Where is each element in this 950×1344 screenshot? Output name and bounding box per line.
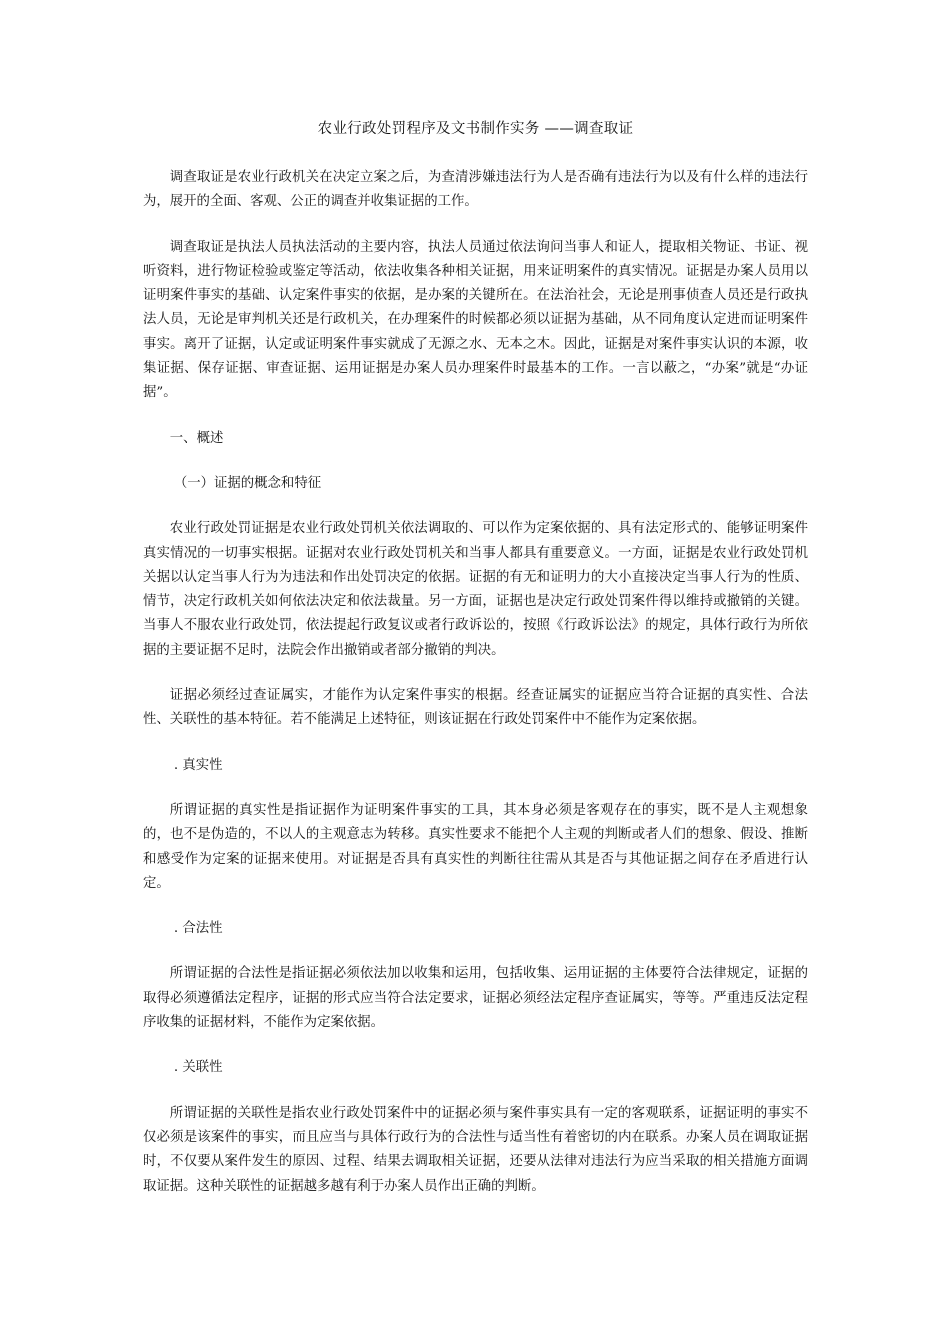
document-title: 农业行政处罚程序及文书制作实务 ——调查取证 [317,121,634,137]
paragraph-legality: 所谓证据的合法性是指证据必须依法加以收集和运用，包括收集、运用证据的主体要符合法律规定，证据的取得必须遵循法定程序，证据的形式应当符合法定要求，证据必须经法定程序查证属实，等等。严重违反法定程序收集的证据材料，不能作为定案依据。 [143,966,808,1031]
paragraph-intro: 调查取证是农业行政机关在决定立案之后，为查清涉嫌违法行为人是否确有违法行为以及有什么样的违法行为，展开的全面、客观、公正的调查并收集证据的工作。 [143,170,808,210]
paragraph-evidence-definition: 农业行政处罚证据是农业行政处罚机关依法调取的、可以作为定案依据的、具有法定形式的、能够证明案件真实情况的一切事实根据。证据对农业行政处罚机关和当事人都具有重要意义。一方面，证据是农业行政处罚机关据以认定当事人行为为违法和作出处罚决定的依据。证据的有无和证明力的大小直接决定当事人行为的性质、情节，决定行政机关如何依法决定和依法裁量。另一方面，证据也是决定行政处罚案件得以维持或撤销的关键。当事人不服农业行政处罚，依法提起行政复议或者行政诉讼的，按照《行政诉讼法》的规定，具体行政行为所依据的主要证据不足时，法院会作出撤销或者部分撤销的判决。 [143,521,808,658]
paragraph-relevance: 所谓证据的关联性是指农业行政处罚案件中的证据必须与案件事实具有一定的客观联系，证据证明的事实不仅必须是该案件的事实，而且应当与具体行政行为的合法性与适当性有着密切的内在联系。办案人员在调取证据时，不仅要从案件发生的原因、过程、结果去调取相关证据，还要从法律对违法行为应当采取的相关措施方面调取证据。这种关联性的证据越多越有利于办案人员作出正确的判断。 [143,1105,808,1194]
paragraph-authenticity: 所谓证据的真实性是指证据作为证明案件事实的工具，其本身必须是客观存在的事实，既不是人主观想象的，也不是伪造的，不以人的主观意志为转移。真实性要求不能把个人主观的判断或者人们的想象、假设、推断和感受作为定案的证据来使用。对证据是否具有真实性的判断往往需从其是否与其他证据之间存在矛盾进行认定。 [143,802,808,891]
heading-concept-and-features: （一）证据的概念和特征 [173,475,322,491]
paragraph-main-content: 调查取证是执法人员执法活动的主要内容，执法人员通过依法询问当事人和证人，提取相关物证、书证、视听资料，进行物证检验或鉴定等活动，依法收集各种相关证据，用来证明案件的真实情况。证据是办案人员用以证明案件事实的基础、认定案件事实的依据，是办案的关键所在。在法治社会，无论是刑事侦查人员还是行政执法人员，无论是审判机关还是行政机关，在办理案件的时候都必须以证据为基础，从不同角度认定进而证明案件事实。离开了证据，认定或证明案件事实就成了无源之水、无本之木。因此，证据是对案件事实认识的本源，收集证据、保存证据、审查证据、运用证据是办案人员办理案件时最基本的工作。一言以蔽之，“办案”就是“办证据”。 [143,239,808,401]
heading-legality: . 合法性 [173,921,223,937]
heading-overview: 一、概述 [169,430,224,446]
heading-authenticity: . 真实性 [173,757,223,773]
paragraph-evidence-verification: 证据必须经过查证属实，才能作为认定案件事实的根据。经查证属实的证据应当符合证据的真实性、合法性、关联性的基本特征。若不能满足上述特征，则该证据在行政处罚案件中不能作为定案依据。 [143,688,808,728]
document-page [143,118,808,1220]
heading-relevance: . 关联性 [173,1060,223,1076]
